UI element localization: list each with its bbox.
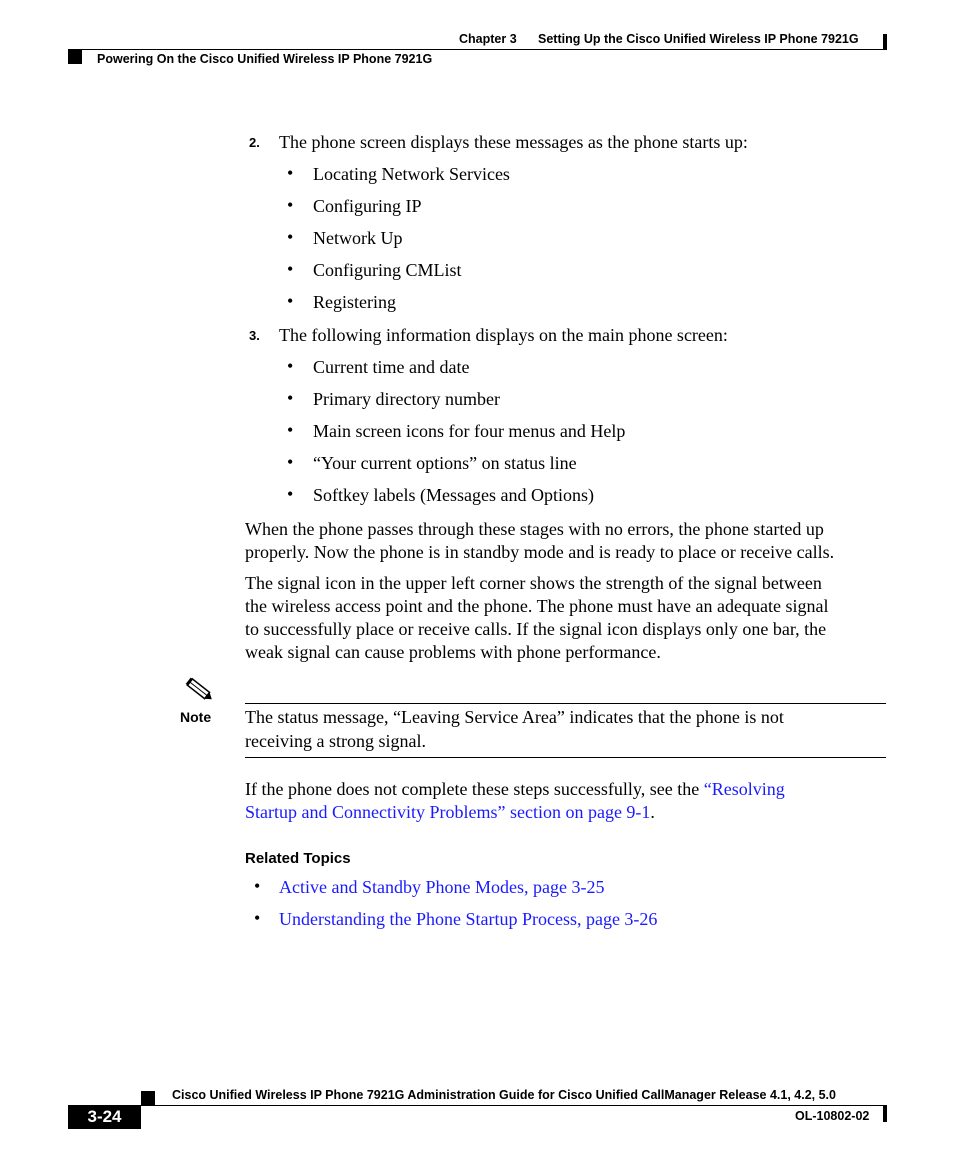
bullet-dot: • <box>287 452 294 472</box>
note-line: The status message, “Leaving Service Area” indicates that the phone is not <box>245 707 784 727</box>
paragraph-line: weak signal can cause problems with phone performance. <box>245 642 661 662</box>
list-item: Locating Network Services <box>313 164 510 184</box>
list-item: Configuring CMList <box>313 260 462 280</box>
page-number: 3-24 <box>87 1107 122 1126</box>
bullet-dot: • <box>287 356 294 376</box>
related-topics-heading: Related Topics <box>245 850 351 867</box>
resolving-startup-link-continued[interactable]: Startup and Connectivity Problems” section on page 9-1 <box>245 802 651 822</box>
footer-guide-title: Cisco Unified Wireless IP Phone 7921G Administration Guide for Cisco Unified CallManager Release 4.1, 4.2, 5.0 <box>172 1088 836 1102</box>
header-section: Powering On the Cisco Unified Wireless IP Phone 7921G <box>97 52 433 66</box>
bullet-dot: • <box>254 876 261 896</box>
paragraph-line: the wireless access point and the phone. The phone must have an adequate signal <box>245 596 829 616</box>
header-right-bar <box>883 34 887 50</box>
bullet-dot: • <box>287 484 294 504</box>
bullet-dot: • <box>254 908 261 928</box>
header-rule <box>68 49 887 50</box>
paragraph-line: When the phone passes through these stages with no errors, the phone started up <box>245 519 824 539</box>
related-link-startup[interactable]: Understanding the Phone Startup Process, page 3-26 <box>279 909 658 929</box>
bullet-dot: • <box>287 420 294 440</box>
note-label: Note <box>180 709 212 725</box>
note-bottom-rule <box>245 757 886 758</box>
header-chapter: Chapter 3 <box>459 32 517 46</box>
paragraph-text: If the phone does not complete these steps successfully, see the <box>245 779 704 799</box>
paragraph-line <box>245 778 785 801</box>
step-number: 3. <box>249 328 260 343</box>
list-item: Main screen icons for four menus and Help <box>313 421 626 441</box>
list-item: “Your current options” on status line <box>313 453 577 473</box>
note-top-rule <box>245 703 886 704</box>
page-number-box <box>68 1105 141 1129</box>
resolving-startup-link[interactable]: “Resolving <box>703 779 785 799</box>
list-item: Registering <box>313 292 396 312</box>
step-text: The following information displays on the main phone screen: <box>279 325 728 345</box>
bullet-dot: • <box>287 259 294 279</box>
pencil-icon <box>185 677 215 703</box>
list-item: Primary directory number <box>313 389 500 409</box>
bullet-dot: • <box>287 227 294 247</box>
paragraph-line: The signal icon in the upper left corner shows the strength of the signal between <box>245 573 822 593</box>
bullet-dot: • <box>287 195 294 215</box>
bullet-dot: • <box>287 291 294 311</box>
footer-right-bar <box>883 1106 887 1122</box>
footer-doc-number: OL-10802-02 <box>795 1109 870 1123</box>
list-item: Configuring IP <box>313 196 422 216</box>
paragraph-line: properly. Now the phone is in standby mode and is ready to place or receive calls. <box>245 542 835 562</box>
paragraph-line <box>245 801 655 824</box>
list-item: Current time and date <box>313 357 470 377</box>
paragraph-text: . <box>650 802 655 822</box>
list-item: Softkey labels (Messages and Options) <box>313 485 594 505</box>
footer-left-block <box>141 1091 155 1105</box>
related-link-modes[interactable]: Active and Standby Phone Modes, page 3-25 <box>279 877 605 897</box>
list-item: Network Up <box>313 228 403 248</box>
header-chapter-title: Setting Up the Cisco Unified Wireless IP Phone 7921G <box>538 32 859 46</box>
bullet-dot: • <box>287 163 294 183</box>
paragraph-line: to successfully place or receive calls. If the signal icon displays only one bar, the <box>245 619 827 639</box>
note-line: receiving a strong signal. <box>245 731 426 751</box>
footer-rule <box>68 1105 887 1106</box>
header-left-block <box>68 50 82 64</box>
bullet-dot: • <box>287 388 294 408</box>
step-number: 2. <box>249 135 260 150</box>
step-text: The phone screen displays these messages as the phone starts up: <box>279 132 748 152</box>
